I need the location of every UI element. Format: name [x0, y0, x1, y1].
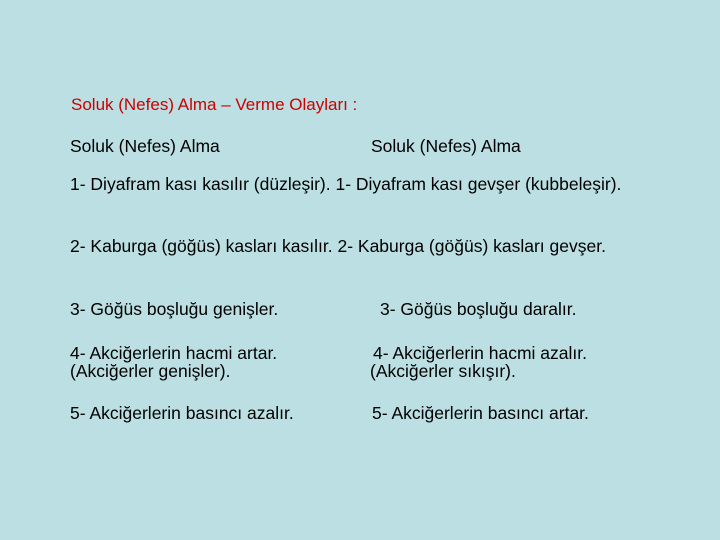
header-left: Soluk (Nefes) Alma	[70, 136, 220, 156]
item-3-right: 3- Göğüs boşluğu daralır.	[380, 299, 577, 319]
item-4-left-line2: (Akciğerler genişler).	[70, 361, 231, 381]
item-4-right-line1: 4- Akciğerlerin hacmi azalır.	[373, 343, 587, 363]
item-1-text: 1- Diyafram kası kasılır (düzleşir). 1- Diyafram kası gevşer (kubbeleşir).	[70, 174, 622, 194]
header-right: Soluk (Nefes) Alma	[371, 136, 521, 156]
item-4-right-line2: (Akciğerler sıkışır).	[370, 361, 516, 381]
item-4-left-line1: 4- Akciğerlerin hacmi artar.	[70, 343, 278, 363]
item-3-left: 3- Göğüs boşluğu genişler.	[70, 299, 279, 319]
item-2-text: 2- Kaburga (göğüs) kasları kasılır. 2- Kaburga (göğüs) kasları gevşer.	[70, 236, 606, 256]
item-5-right: 5- Akciğerlerin basıncı artar.	[372, 403, 589, 423]
slide-title: Soluk (Nefes) Alma – Verme Olayları :	[71, 95, 358, 114]
item-5-left: 5- Akciğerlerin basıncı azalır.	[70, 403, 294, 423]
